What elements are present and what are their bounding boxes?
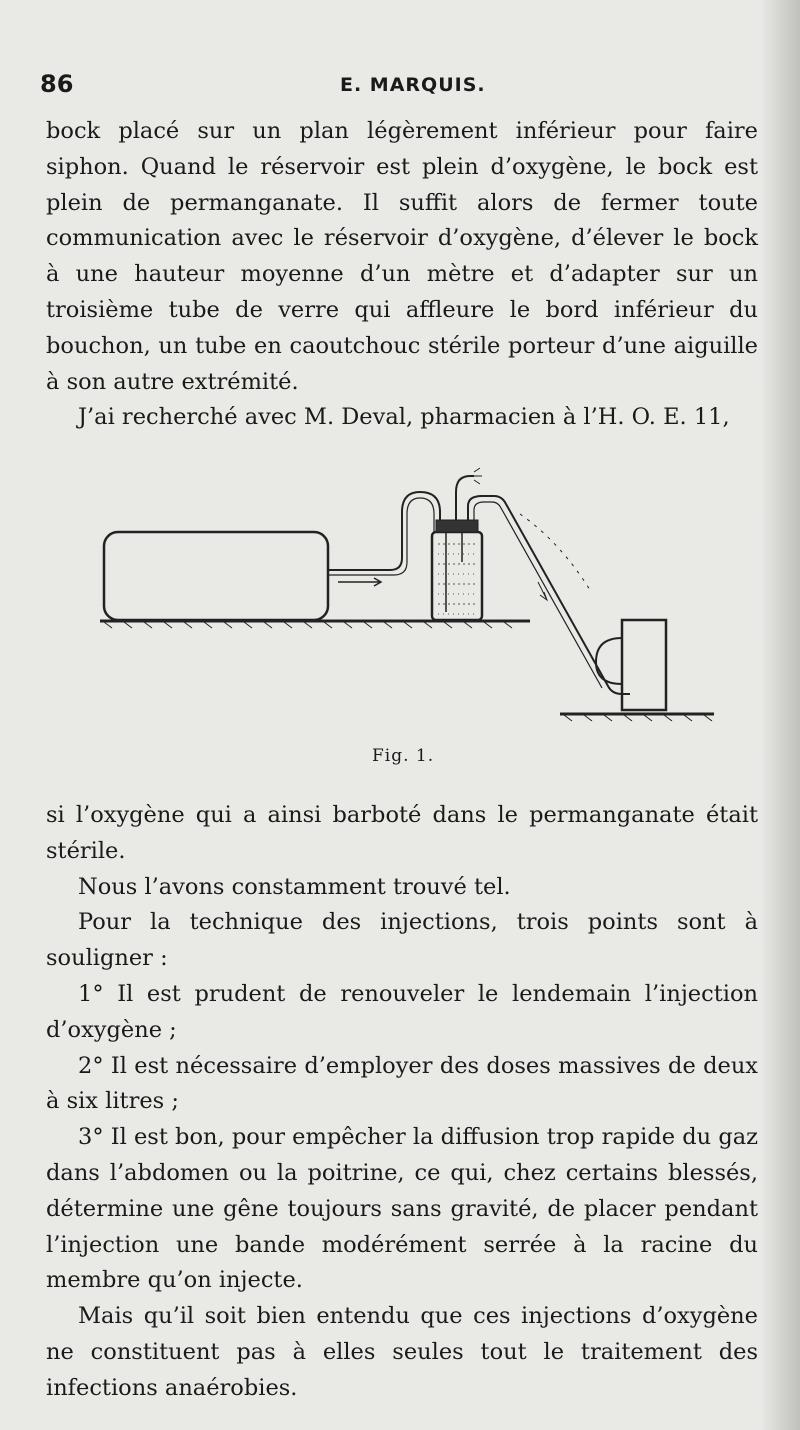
list-item: 3° Il est bon, pour empêcher la diffusion trop rapide du gaz dans l’abdomen ou la poitrine, ce qui, chez certains blessés, détermine une gêne toujours sans gravité, de placer pendant l’injection une bande modérément serrée à la racine du membre qu’on injecte.	[46, 1124, 758, 1294]
list-item: 2° Il est nécessaire d’employer des doses massives de deux à six litres ;	[46, 1052, 758, 1115]
list-item: 1° Il est prudent de renouveler le lendemain l’injection d’oxygène ;	[46, 980, 758, 1043]
inlet-tube	[328, 492, 440, 570]
apparatus-figure	[90, 462, 750, 730]
oxygen-reservoir	[104, 532, 328, 620]
figure-caption: Fig. 1.	[372, 746, 435, 766]
page-shadow	[760, 0, 800, 1430]
page-number: 86	[40, 70, 74, 98]
page-header	[40, 70, 760, 106]
bottle-stopper	[436, 520, 478, 532]
siphon-tube	[468, 496, 630, 694]
bock-container	[622, 620, 666, 710]
floor-hatching	[564, 715, 712, 721]
paragraph: J’ai recherché avec M. Deval, pharmacien à l’H. O. E. 11,	[78, 404, 730, 431]
paragraph: Mais qu’il soit bien entendu que ces injections d’oxygène ne constituent pas à elles seules tout le traitement des infections anaérobies.	[46, 1303, 758, 1401]
permanganate-bottle	[432, 532, 482, 620]
liquid-stipple	[438, 544, 476, 614]
paragraph: Nous l’avons constamment trouvé tel.	[78, 873, 511, 900]
guide-dashes	[520, 514, 590, 590]
table-hatching	[104, 622, 512, 628]
apparatus-illustration	[90, 462, 750, 730]
bock-handle	[596, 638, 622, 684]
paragraph: si l’oxygène qui a ainsi barboté dans le permanganate était stérile.	[46, 802, 758, 864]
paragraph: bock placé sur un plan légèrement inférieur pour faire siphon. Quand le réservoir est plein d’oxygène, le bock est plein de permanganate. Il suffit alors de fermer toute communication avec le réservoir d’oxygène, d’élever le bock à une hauteur moyenne d’un mètre et d’adapter sur un troisième tube de verre qui affleure le bord inférieur du bouchon, un tube en caoutchouc stérile porteur d’une aiguille à son autre extrémité.	[46, 118, 758, 395]
text-block-bottom	[46, 798, 758, 1407]
text-block-top	[46, 114, 758, 436]
running-head: E. MARQUIS.	[340, 74, 486, 96]
paragraph: Pour la technique des injections, trois points sont à souligner :	[46, 909, 758, 972]
